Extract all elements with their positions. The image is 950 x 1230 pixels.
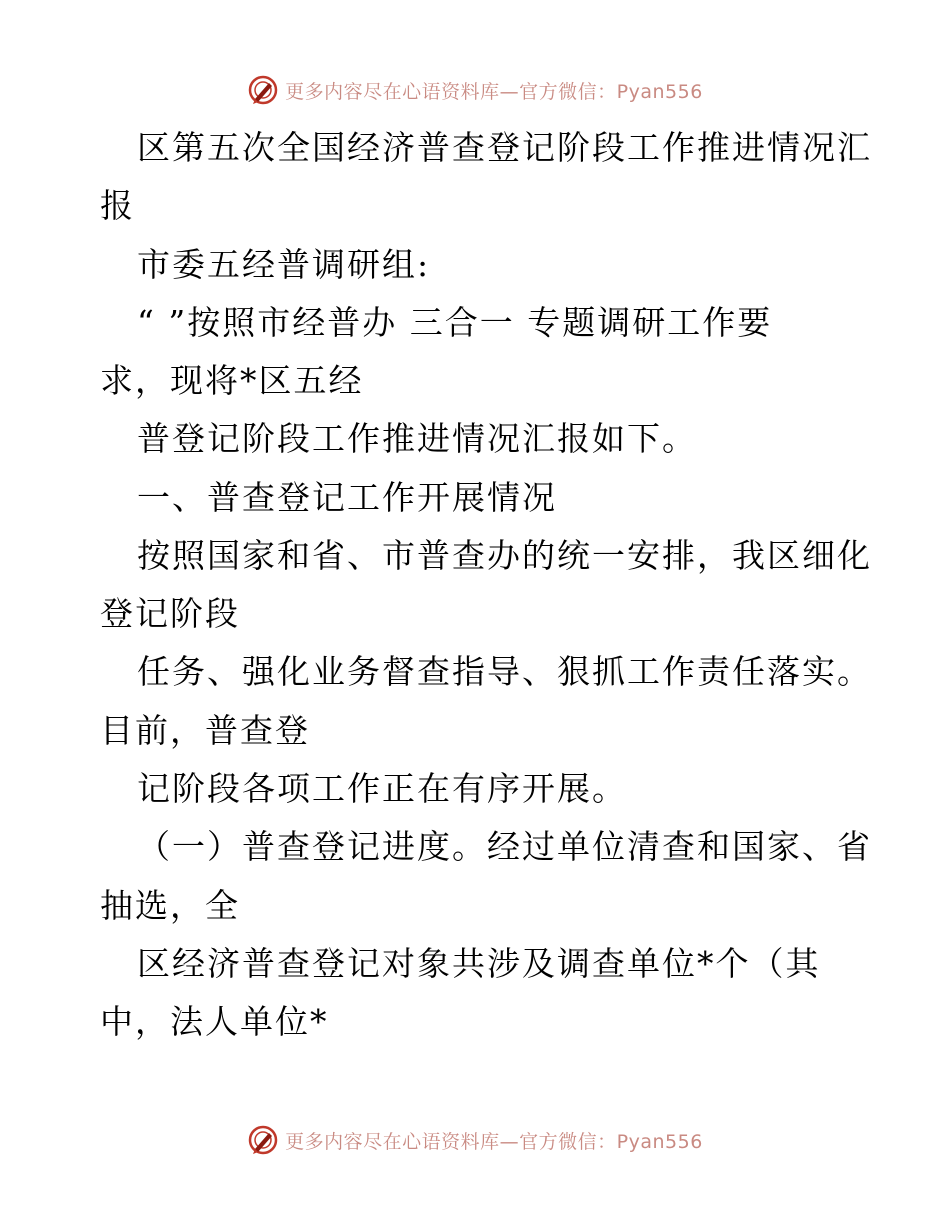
pen-logo-icon xyxy=(247,1124,279,1156)
doc-paragraph-line: 记阶段各项工作正在有序开展。 xyxy=(137,769,627,808)
header-watermark xyxy=(0,70,950,110)
pen-logo-icon xyxy=(247,74,279,106)
doc-paragraph-line: 区经济普查登记对象共涉及调查单位*个（其 xyxy=(137,944,821,983)
doc-paragraph-line: （一）普查登记进度。经过单位清查和国家、省 xyxy=(137,827,872,866)
doc-paragraph-line: 抽选，全 xyxy=(100,886,240,925)
doc-paragraph-line: 按照国家和省、市普查办的统一安排，我区细化 xyxy=(137,536,872,575)
doc-paragraph-line: 求，现将*区五经 xyxy=(100,361,364,400)
doc-section-heading: 一、普查登记工作开展情况 xyxy=(137,478,557,517)
doc-title-line-1: 区第五次全国经济普查登记阶段工作推进情况汇 xyxy=(137,128,872,167)
watermark-text: 更多内容尽在心语资料库—官方微信：Pyan556 xyxy=(285,1130,703,1153)
doc-paragraph-line: 登记阶段 xyxy=(100,594,240,633)
doc-paragraph-line: 普登记阶段工作推进情况汇报如下。 xyxy=(137,419,697,458)
doc-paragraph-line: “ ”按照市经普办 三合一 专题调研工作要 xyxy=(137,303,773,342)
doc-salutation: 市委五经普调研组: xyxy=(137,245,431,284)
doc-paragraph-line: 任务、强化业务督查指导、狠抓工作责任落实。 xyxy=(137,652,872,691)
doc-paragraph-line: 中，法人单位* xyxy=(100,1002,329,1041)
doc-title-line-2: 报 xyxy=(100,186,135,225)
doc-paragraph-line: 目前，普查登 xyxy=(100,711,310,750)
footer-watermark xyxy=(0,1120,950,1160)
watermark-text: 更多内容尽在心语资料库—官方微信：Pyan556 xyxy=(285,80,703,103)
